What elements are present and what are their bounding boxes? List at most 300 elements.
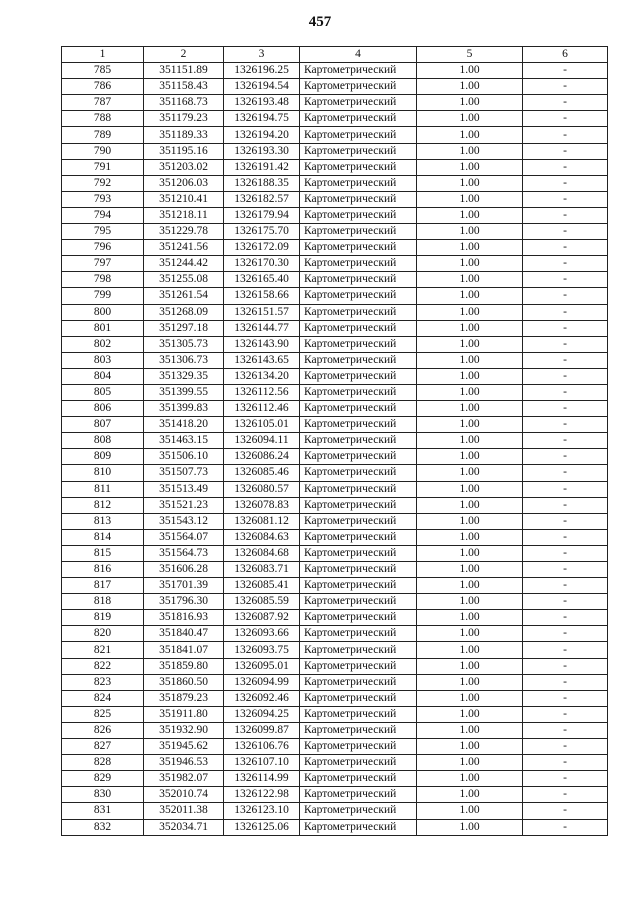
table-row: [62, 497, 608, 513]
table-row: [62, 288, 608, 304]
method-cell: Картометрический: [300, 224, 417, 240]
accuracy-cell: 1.00: [417, 272, 523, 288]
y-coordinate-cell: 1326122.98: [224, 787, 300, 803]
point-number-cell: 797: [62, 256, 144, 272]
accuracy-cell: 1.00: [417, 562, 523, 578]
method-cell: Картометрический: [300, 465, 417, 481]
point-number-cell: 815: [62, 545, 144, 561]
note-cell: -: [523, 465, 608, 481]
y-coordinate-cell: 1326112.46: [224, 401, 300, 417]
point-number-cell: 786: [62, 79, 144, 95]
point-number-cell: 825: [62, 706, 144, 722]
table-row: [62, 175, 608, 191]
note-cell: -: [523, 690, 608, 706]
table-row: [62, 722, 608, 738]
x-coordinate-cell: 351521.23: [144, 497, 224, 513]
method-cell: Картометрический: [300, 497, 417, 513]
accuracy-cell: 1.00: [417, 256, 523, 272]
method-cell: Картометрический: [300, 674, 417, 690]
accuracy-cell: 1.00: [417, 787, 523, 803]
accuracy-cell: 1.00: [417, 159, 523, 175]
x-coordinate-cell: 351179.23: [144, 111, 224, 127]
table-row: [62, 272, 608, 288]
accuracy-cell: 1.00: [417, 417, 523, 433]
point-number-cell: 790: [62, 143, 144, 159]
x-coordinate-cell: 351241.56: [144, 240, 224, 256]
x-coordinate-cell: 351463.15: [144, 433, 224, 449]
table-row: [62, 562, 608, 578]
method-cell: Картометрический: [300, 690, 417, 706]
note-cell: -: [523, 787, 608, 803]
x-coordinate-cell: 351513.49: [144, 481, 224, 497]
y-coordinate-cell: 1326143.90: [224, 336, 300, 352]
method-cell: Картометрический: [300, 207, 417, 223]
note-cell: -: [523, 481, 608, 497]
accuracy-cell: 1.00: [417, 755, 523, 771]
accuracy-cell: 1.00: [417, 143, 523, 159]
point-number-cell: 823: [62, 674, 144, 690]
point-number-cell: 801: [62, 320, 144, 336]
y-coordinate-cell: 1326105.01: [224, 417, 300, 433]
y-coordinate-cell: 1326114.99: [224, 771, 300, 787]
method-cell: Картометрический: [300, 95, 417, 111]
point-number-cell: 832: [62, 819, 144, 835]
point-number-cell: 826: [62, 722, 144, 738]
accuracy-cell: 1.00: [417, 433, 523, 449]
note-cell: -: [523, 819, 608, 835]
method-cell: Картометрический: [300, 401, 417, 417]
point-number-cell: 789: [62, 127, 144, 143]
point-number-cell: 811: [62, 481, 144, 497]
point-number-cell: 817: [62, 578, 144, 594]
x-coordinate-cell: 351418.20: [144, 417, 224, 433]
point-number-cell: 812: [62, 497, 144, 513]
method-cell: Картометрический: [300, 578, 417, 594]
y-coordinate-cell: 1326094.25: [224, 706, 300, 722]
coordinates-table: [61, 46, 608, 836]
table-row: [62, 352, 608, 368]
y-coordinate-cell: 1326143.65: [224, 352, 300, 368]
method-cell: Картометрический: [300, 304, 417, 320]
method-cell: Картометрический: [300, 417, 417, 433]
x-coordinate-cell: 351399.55: [144, 384, 224, 400]
accuracy-cell: 1.00: [417, 304, 523, 320]
table-row: [62, 143, 608, 159]
method-cell: Картометрический: [300, 336, 417, 352]
y-coordinate-cell: 1326134.20: [224, 368, 300, 384]
note-cell: -: [523, 159, 608, 175]
method-cell: Картометрический: [300, 127, 417, 143]
point-number-cell: 799: [62, 288, 144, 304]
note-cell: -: [523, 562, 608, 578]
y-coordinate-cell: 1326085.41: [224, 578, 300, 594]
note-cell: -: [523, 191, 608, 207]
accuracy-cell: 1.00: [417, 722, 523, 738]
accuracy-cell: 1.00: [417, 642, 523, 658]
x-coordinate-cell: 351158.43: [144, 79, 224, 95]
point-number-cell: 792: [62, 175, 144, 191]
x-coordinate-cell: 351606.28: [144, 562, 224, 578]
point-number-cell: 824: [62, 690, 144, 706]
note-cell: -: [523, 143, 608, 159]
note-cell: -: [523, 384, 608, 400]
note-cell: -: [523, 610, 608, 626]
point-number-cell: 814: [62, 529, 144, 545]
column-header-y: 3: [224, 47, 300, 63]
accuracy-cell: 1.00: [417, 240, 523, 256]
x-coordinate-cell: 351701.39: [144, 578, 224, 594]
table-row: [62, 95, 608, 111]
y-coordinate-cell: 1326107.10: [224, 755, 300, 771]
y-coordinate-cell: 1326196.25: [224, 63, 300, 79]
table-row: [62, 320, 608, 336]
method-cell: Картометрический: [300, 722, 417, 738]
table-row: [62, 626, 608, 642]
x-coordinate-cell: 351268.09: [144, 304, 224, 320]
method-cell: Картометрический: [300, 610, 417, 626]
accuracy-cell: 1.00: [417, 95, 523, 111]
x-coordinate-cell: 351210.41: [144, 191, 224, 207]
table-row: [62, 594, 608, 610]
accuracy-cell: 1.00: [417, 706, 523, 722]
point-number-cell: 816: [62, 562, 144, 578]
y-coordinate-cell: 1326093.66: [224, 626, 300, 642]
table-row: [62, 433, 608, 449]
point-number-cell: 802: [62, 336, 144, 352]
table-row: [62, 658, 608, 674]
y-coordinate-cell: 1326158.66: [224, 288, 300, 304]
table-row: [62, 465, 608, 481]
method-cell: Картометрический: [300, 79, 417, 95]
note-cell: -: [523, 722, 608, 738]
y-coordinate-cell: 1326188.35: [224, 175, 300, 191]
x-coordinate-cell: 351244.42: [144, 256, 224, 272]
accuracy-cell: 1.00: [417, 175, 523, 191]
accuracy-cell: 1.00: [417, 352, 523, 368]
x-coordinate-cell: 351945.62: [144, 739, 224, 755]
y-coordinate-cell: 1326094.11: [224, 433, 300, 449]
method-cell: Картометрический: [300, 320, 417, 336]
table-row: [62, 545, 608, 561]
y-coordinate-cell: 1326194.54: [224, 79, 300, 95]
note-cell: -: [523, 739, 608, 755]
x-coordinate-cell: 351329.35: [144, 368, 224, 384]
method-cell: Картометрический: [300, 771, 417, 787]
table-row: [62, 401, 608, 417]
y-coordinate-cell: 1326193.48: [224, 95, 300, 111]
accuracy-cell: 1.00: [417, 368, 523, 384]
column-header-method: 4: [300, 47, 417, 63]
note-cell: -: [523, 79, 608, 95]
x-coordinate-cell: 351206.03: [144, 175, 224, 191]
point-number-cell: 831: [62, 803, 144, 819]
x-coordinate-cell: 351306.73: [144, 352, 224, 368]
note-cell: -: [523, 417, 608, 433]
point-number-cell: 794: [62, 207, 144, 223]
point-number-cell: 791: [62, 159, 144, 175]
x-coordinate-cell: 351255.08: [144, 272, 224, 288]
accuracy-cell: 1.00: [417, 207, 523, 223]
note-cell: -: [523, 497, 608, 513]
x-coordinate-cell: 351816.93: [144, 610, 224, 626]
y-coordinate-cell: 1326093.75: [224, 642, 300, 658]
x-coordinate-cell: 352010.74: [144, 787, 224, 803]
accuracy-cell: 1.00: [417, 111, 523, 127]
table-header: [62, 47, 608, 63]
point-number-cell: 828: [62, 755, 144, 771]
accuracy-cell: 1.00: [417, 79, 523, 95]
point-number-cell: 787: [62, 95, 144, 111]
note-cell: -: [523, 706, 608, 722]
note-cell: -: [523, 658, 608, 674]
table-row: [62, 610, 608, 626]
x-coordinate-cell: 351796.30: [144, 594, 224, 610]
column-header-point: 1: [62, 47, 144, 63]
table-row: [62, 819, 608, 835]
y-coordinate-cell: 1326094.99: [224, 674, 300, 690]
point-number-cell: 806: [62, 401, 144, 417]
y-coordinate-cell: 1326175.70: [224, 224, 300, 240]
x-coordinate-cell: 351229.78: [144, 224, 224, 240]
accuracy-cell: 1.00: [417, 578, 523, 594]
method-cell: Картометрический: [300, 191, 417, 207]
method-cell: Картометрический: [300, 658, 417, 674]
x-coordinate-cell: 352011.38: [144, 803, 224, 819]
note-cell: -: [523, 127, 608, 143]
y-coordinate-cell: 1326170.30: [224, 256, 300, 272]
y-coordinate-cell: 1326085.46: [224, 465, 300, 481]
column-header-note: 6: [523, 47, 608, 63]
method-cell: Картометрический: [300, 111, 417, 127]
table-row: [62, 384, 608, 400]
x-coordinate-cell: 351911.80: [144, 706, 224, 722]
point-number-cell: 820: [62, 626, 144, 642]
accuracy-cell: 1.00: [417, 819, 523, 835]
point-number-cell: 822: [62, 658, 144, 674]
point-number-cell: 813: [62, 513, 144, 529]
table-row: [62, 336, 608, 352]
table-row: [62, 449, 608, 465]
x-coordinate-cell: 351859.80: [144, 658, 224, 674]
method-cell: Картометрический: [300, 529, 417, 545]
note-cell: -: [523, 95, 608, 111]
accuracy-cell: 1.00: [417, 449, 523, 465]
note-cell: -: [523, 513, 608, 529]
note-cell: -: [523, 336, 608, 352]
y-coordinate-cell: 1326106.76: [224, 739, 300, 755]
method-cell: Картометрический: [300, 513, 417, 529]
x-coordinate-cell: 351564.07: [144, 529, 224, 545]
accuracy-cell: 1.00: [417, 658, 523, 674]
y-coordinate-cell: 1326191.42: [224, 159, 300, 175]
table-row: [62, 578, 608, 594]
point-number-cell: 793: [62, 191, 144, 207]
method-cell: Картометрический: [300, 288, 417, 304]
method-cell: Картометрический: [300, 594, 417, 610]
x-coordinate-cell: 351507.73: [144, 465, 224, 481]
x-coordinate-cell: 351203.02: [144, 159, 224, 175]
table-row: [62, 256, 608, 272]
table-row: [62, 79, 608, 95]
accuracy-cell: 1.00: [417, 626, 523, 642]
method-cell: Картометрический: [300, 256, 417, 272]
note-cell: -: [523, 288, 608, 304]
page-number: 457: [308, 14, 332, 30]
method-cell: Картометрический: [300, 63, 417, 79]
accuracy-cell: 1.00: [417, 690, 523, 706]
table-row: [62, 513, 608, 529]
table-row: [62, 207, 608, 223]
y-coordinate-cell: 1326172.09: [224, 240, 300, 256]
note-cell: -: [523, 755, 608, 771]
accuracy-cell: 1.00: [417, 545, 523, 561]
x-coordinate-cell: 351840.47: [144, 626, 224, 642]
x-coordinate-cell: 352034.71: [144, 819, 224, 835]
note-cell: -: [523, 401, 608, 417]
method-cell: Картометрический: [300, 143, 417, 159]
x-coordinate-cell: 351151.89: [144, 63, 224, 79]
note-cell: -: [523, 256, 608, 272]
x-coordinate-cell: 351189.33: [144, 127, 224, 143]
x-coordinate-cell: 351261.54: [144, 288, 224, 304]
point-number-cell: 821: [62, 642, 144, 658]
y-coordinate-cell: 1326084.63: [224, 529, 300, 545]
point-number-cell: 785: [62, 63, 144, 79]
table-row: [62, 529, 608, 545]
method-cell: Картометрический: [300, 384, 417, 400]
y-coordinate-cell: 1326087.92: [224, 610, 300, 626]
note-cell: -: [523, 449, 608, 465]
accuracy-cell: 1.00: [417, 481, 523, 497]
note-cell: -: [523, 240, 608, 256]
point-number-cell: 803: [62, 352, 144, 368]
method-cell: Картометрический: [300, 739, 417, 755]
y-coordinate-cell: 1326081.12: [224, 513, 300, 529]
point-number-cell: 808: [62, 433, 144, 449]
header-row: [62, 47, 608, 63]
x-coordinate-cell: 351506.10: [144, 449, 224, 465]
table-row: [62, 771, 608, 787]
method-cell: Картометрический: [300, 368, 417, 384]
accuracy-cell: 1.00: [417, 739, 523, 755]
table-row: [62, 417, 608, 433]
method-cell: Картометрический: [300, 819, 417, 835]
point-number-cell: 798: [62, 272, 144, 288]
accuracy-cell: 1.00: [417, 288, 523, 304]
point-number-cell: 809: [62, 449, 144, 465]
note-cell: -: [523, 529, 608, 545]
point-number-cell: 819: [62, 610, 144, 626]
column-header-x: 2: [144, 47, 224, 63]
accuracy-cell: 1.00: [417, 224, 523, 240]
note-cell: -: [523, 272, 608, 288]
table-row: [62, 674, 608, 690]
y-coordinate-cell: 1326179.94: [224, 207, 300, 223]
accuracy-cell: 1.00: [417, 63, 523, 79]
table-row: [62, 224, 608, 240]
note-cell: -: [523, 63, 608, 79]
x-coordinate-cell: 351932.90: [144, 722, 224, 738]
note-cell: -: [523, 642, 608, 658]
accuracy-cell: 1.00: [417, 384, 523, 400]
accuracy-cell: 1.00: [417, 191, 523, 207]
x-coordinate-cell: 351297.18: [144, 320, 224, 336]
method-cell: Картометрический: [300, 642, 417, 658]
y-coordinate-cell: 1326086.24: [224, 449, 300, 465]
accuracy-cell: 1.00: [417, 803, 523, 819]
accuracy-cell: 1.00: [417, 497, 523, 513]
table-row: [62, 787, 608, 803]
table-row: [62, 63, 608, 79]
table-body: [62, 63, 608, 836]
y-coordinate-cell: 1326125.06: [224, 819, 300, 835]
table-row: [62, 191, 608, 207]
column-header-accuracy: 5: [417, 47, 523, 63]
point-number-cell: 795: [62, 224, 144, 240]
method-cell: Картометрический: [300, 755, 417, 771]
method-cell: Картометрический: [300, 159, 417, 175]
method-cell: Картометрический: [300, 352, 417, 368]
point-number-cell: 818: [62, 594, 144, 610]
y-coordinate-cell: 1326165.40: [224, 272, 300, 288]
table-row: [62, 159, 608, 175]
x-coordinate-cell: 351168.73: [144, 95, 224, 111]
y-coordinate-cell: 1326083.71: [224, 562, 300, 578]
note-cell: -: [523, 224, 608, 240]
accuracy-cell: 1.00: [417, 594, 523, 610]
point-number-cell: 788: [62, 111, 144, 127]
y-coordinate-cell: 1326194.20: [224, 127, 300, 143]
accuracy-cell: 1.00: [417, 401, 523, 417]
table-row: [62, 706, 608, 722]
y-coordinate-cell: 1326078.83: [224, 497, 300, 513]
y-coordinate-cell: 1326151.57: [224, 304, 300, 320]
x-coordinate-cell: 351564.73: [144, 545, 224, 561]
note-cell: -: [523, 207, 608, 223]
note-cell: -: [523, 111, 608, 127]
y-coordinate-cell: 1326095.01: [224, 658, 300, 674]
point-number-cell: 807: [62, 417, 144, 433]
table-row: [62, 803, 608, 819]
point-number-cell: 805: [62, 384, 144, 400]
accuracy-cell: 1.00: [417, 610, 523, 626]
point-number-cell: 830: [62, 787, 144, 803]
x-coordinate-cell: 351305.73: [144, 336, 224, 352]
note-cell: -: [523, 594, 608, 610]
method-cell: Картометрический: [300, 272, 417, 288]
y-coordinate-cell: 1326085.59: [224, 594, 300, 610]
method-cell: Картометрический: [300, 449, 417, 465]
point-number-cell: 810: [62, 465, 144, 481]
point-number-cell: 796: [62, 240, 144, 256]
method-cell: Картометрический: [300, 545, 417, 561]
method-cell: Картометрический: [300, 626, 417, 642]
table-row: [62, 240, 608, 256]
accuracy-cell: 1.00: [417, 529, 523, 545]
x-coordinate-cell: 351399.83: [144, 401, 224, 417]
table-row: [62, 127, 608, 143]
table-row: [62, 111, 608, 127]
x-coordinate-cell: 351946.53: [144, 755, 224, 771]
x-coordinate-cell: 351982.07: [144, 771, 224, 787]
note-cell: -: [523, 803, 608, 819]
table-row: [62, 755, 608, 771]
y-coordinate-cell: 1326092.46: [224, 690, 300, 706]
table-row: [62, 481, 608, 497]
method-cell: Картометрический: [300, 803, 417, 819]
y-coordinate-cell: 1326084.68: [224, 545, 300, 561]
y-coordinate-cell: 1326099.87: [224, 722, 300, 738]
